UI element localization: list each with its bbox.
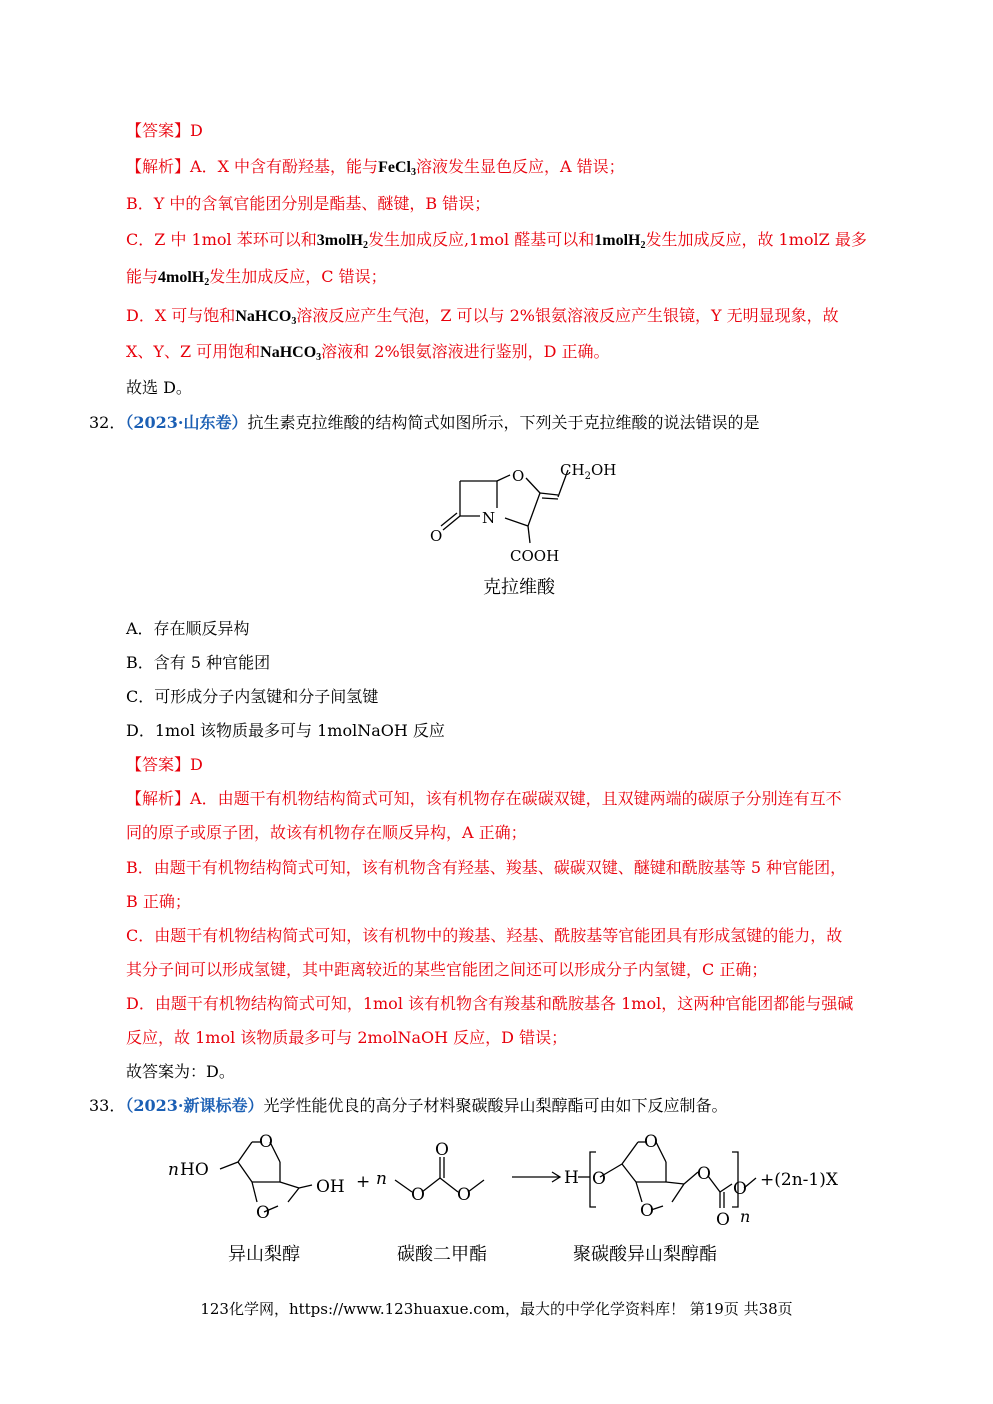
q32-option-c: C．可形成分子内氢键和分子间氢键 [126, 687, 379, 706]
nitrogen-label: N [482, 509, 496, 527]
o-label: O [640, 1201, 654, 1221]
ch2oh-label: $CH_2OH$ [560, 461, 617, 482]
q32-option-b: B．含有 5 种官能团 [126, 653, 271, 672]
q32-analysis-line: 同的原子或原子团，故该有机物存在顺反异构，A 正确； [126, 823, 527, 842]
plus-sign: + [356, 1172, 371, 1192]
ring-oxygen-label: O [512, 467, 525, 485]
o-label: O [435, 1140, 449, 1160]
q32-analysis-line: B 正确； [126, 892, 191, 911]
q31-analysis-c2: 能与4molH$_2$发生加成反应，C 错误； [126, 267, 387, 288]
clavulanic-acid-caption: 克拉维酸 [483, 577, 555, 598]
q31-answer: 【答案】D [126, 121, 203, 140]
q32-analysis-line: 反应，故 1mol 该物质最多可与 2molNaOH 反应，D 错误； [126, 1028, 568, 1047]
q32-conclusion: 故答案为：D。 [126, 1062, 235, 1081]
byproduct-label: +(2n-1)X [760, 1170, 838, 1190]
q31-analysis-c1: C．Z 中 1mol 苯环可以和3molH$_2$发生加成反应,1mol 醛基可以和1molH$_2$发生加成反应，故 1molZ 最多 [126, 230, 867, 251]
o-label: O [592, 1169, 606, 1189]
repeat-n: n [740, 1207, 751, 1226]
polymer-caption: 聚碳酸异山梨醇酯 [573, 1244, 717, 1265]
page-footer: 123化学网，https://www.123huaxue.com，最大的中学化学资料库！ 第19页 共38页 [200, 1300, 793, 1318]
coefficient-n: n [376, 1169, 387, 1189]
q32-answer: 【答案】D [126, 755, 203, 774]
ho-label: HO [180, 1160, 209, 1180]
o-label: O [259, 1132, 273, 1152]
q31-conclusion: 故选 D。 [126, 378, 192, 397]
reaction-scheme [160, 1122, 870, 1232]
o-label: O [716, 1210, 730, 1230]
coefficient-n: n [168, 1160, 179, 1180]
o-label: O [644, 1132, 658, 1152]
q32-analysis-line: B．由题干有机物结构简式可知，该有机物含有羟基、羧基、碳碳双键、醚键和酰胺基等 5 种官能团， [126, 858, 847, 877]
o-label: O [457, 1185, 471, 1205]
h-label: H [564, 1168, 579, 1188]
q31-analysis-d1: D．X 可与饱和NaHCO$_3$溶液反应产生气泡，Z 可以与 2%银氨溶液反应产生银镜，Y 无明显现象，故 [126, 306, 839, 327]
q32-analysis-line: D．由题干有机物结构简式可知，1mol 该有机物含有羧基和酰胺基各 1mol，这两种官能团都能与强碱 [126, 994, 854, 1013]
q31-analysis-a: 【解析】A．X 中含有酚羟基，能与FeCl$_3$溶液发生显色反应，A 错误； [126, 157, 625, 178]
q32-option-a: A．存在顺反异构 [126, 619, 250, 638]
o-label: O [697, 1164, 711, 1184]
dimethyl-carbonate-caption: 碳酸二甲酯 [397, 1244, 487, 1265]
carbonyl-oxygen-label: O [430, 527, 443, 545]
clavulanic-acid-structure [410, 448, 640, 573]
q32-analysis-line: 【解析】A．由题干有机物结构简式可知，该有机物存在碳碳双键，且双键两端的碳原子分别连有互不 [126, 789, 842, 808]
q31-analysis-d2: X、Y、Z 可用饱和NaHCO$_3$溶液和 2%银氨溶液进行鉴别，D 正确。 [126, 342, 610, 363]
q31-analysis-b: B．Y 中的含氧官能团分别是酯基、醚键，B 错误； [126, 194, 491, 213]
cooh-label: COOH [510, 547, 560, 565]
q32-analysis-line: C．由题干有机物结构简式可知，该有机物中的羧基、羟基、酰胺基等官能团具有形成氢键的能力，故 [126, 926, 843, 945]
o-label: O [411, 1185, 425, 1205]
q32-analysis-line: 其分子间可以形成氢键，其中距离较近的某些官能团之间还可以形成分子内氢键，C 正确； [126, 960, 768, 979]
o-label: O [256, 1203, 270, 1223]
q32-option-d: D．1mol 该物质最多可与 1molNaOH 反应 [126, 721, 445, 740]
isosorbide-caption: 异山梨醇 [228, 1244, 300, 1265]
q32-stem: 32．（2023·山东卷）抗生素克拉维酸的结构简式如图所示，下列关于克拉维酸的说法错误的是 [89, 413, 760, 432]
o-label: O [733, 1179, 747, 1199]
q33-stem: 33．（2023·新课标卷）光学性能优良的高分子材料聚碳酸异山梨醇酯可由如下反应制备。 [89, 1096, 728, 1115]
oh-label: OH [316, 1177, 345, 1197]
